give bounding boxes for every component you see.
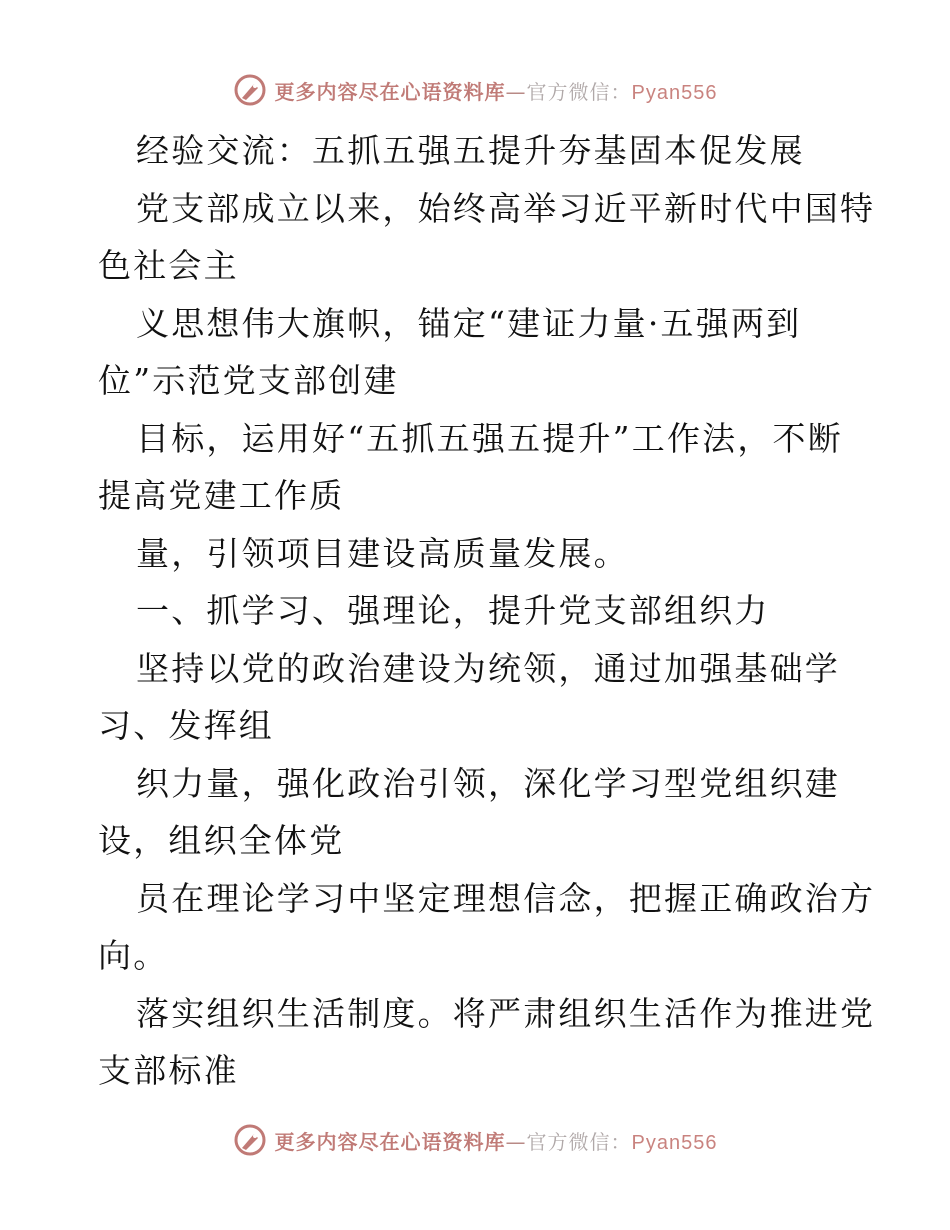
paragraph-line: 设，组织全体党 (98, 821, 345, 860)
paragraph-line: 向。 (98, 936, 169, 975)
watermark-wechat-id: Pyan556 (631, 1131, 718, 1154)
paragraph-line: 义思想伟大旗帜，锚定“建证力量·五强两到 (136, 303, 802, 343)
paragraph-line: 织力量，强化政治引领，深化学习型党组织建 (136, 763, 840, 803)
pen-nib-logo-icon (233, 1123, 267, 1157)
footer-watermark (0, 1120, 950, 1160)
paragraph-line: 党支部成立以来，始终高举习近平新时代中国特 (136, 188, 876, 228)
paragraph-line: 提高党建工作质 (98, 476, 345, 515)
document-title: 经验交流：五抓五强五提升夯基固本促发展 (136, 131, 805, 170)
paragraph-line: 支部标准 (98, 1051, 239, 1090)
paragraph-line: 习、发挥组 (98, 706, 274, 745)
paragraph-line: 目标，运用好“五抓五强五提升”工作法，不断 (136, 418, 843, 458)
pen-nib-logo-icon (233, 73, 267, 107)
watermark-main-text: 更多内容尽在心语资料库 (274, 79, 506, 104)
paragraph-line: 落实组织生活制度。将严肃组织生活作为推进党 (136, 993, 876, 1033)
watermark-wechat-id: Pyan556 (631, 81, 718, 104)
watermark-text (275, 1126, 718, 1155)
watermark-label: 官方微信： (526, 1129, 632, 1154)
paragraph-line: 坚持以党的政治建设为统领，通过加强基础学 (136, 648, 840, 688)
paragraph-line: 位”示范党支部创建 (98, 361, 399, 400)
paragraph-line: 员在理论学习中坚定理想信念，把握正确政治方 (136, 878, 876, 918)
document-body (98, 122, 876, 1100)
header-watermark (0, 70, 950, 110)
watermark-separator: — (505, 1129, 527, 1154)
paragraph-line: 量，引领项目建设高质量发展。 (136, 533, 629, 573)
watermark-main-text: 更多内容尽在心语资料库 (274, 1129, 506, 1154)
watermark-label: 官方微信： (526, 79, 632, 104)
paragraph-line: 色社会主 (98, 246, 239, 285)
watermark-text (275, 76, 718, 105)
section-heading: 一、抓学习、强理论，提升党支部组织力 (136, 591, 770, 630)
watermark-separator: — (505, 79, 527, 104)
